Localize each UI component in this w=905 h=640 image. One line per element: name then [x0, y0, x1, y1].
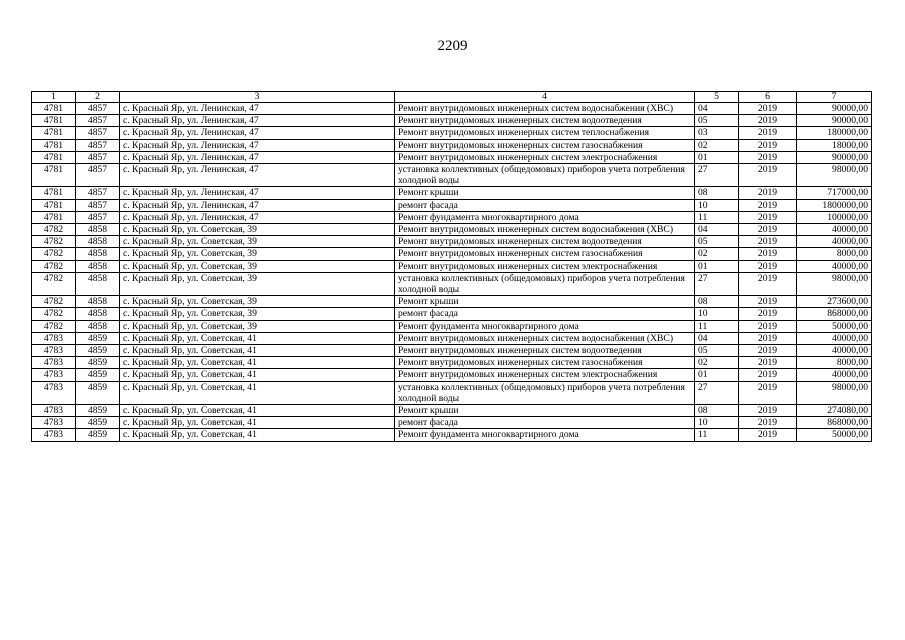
house-id-cell: 4857 — [76, 151, 120, 163]
column-header-5: 5 — [695, 92, 739, 103]
work-code-cell: 02 — [695, 248, 739, 260]
work-code-cell: 01 — [695, 260, 739, 272]
table-row — [32, 151, 872, 163]
table-row — [32, 429, 872, 441]
house-id-cell: 4857 — [76, 164, 120, 187]
house-id-cell: 4859 — [76, 369, 120, 381]
table-row — [32, 199, 872, 211]
work-code-cell: 04 — [695, 224, 739, 236]
amount-cell: 50000,00 — [797, 320, 872, 332]
amount-cell: 717000,00 — [797, 187, 872, 199]
year-cell: 2019 — [739, 211, 797, 223]
table-row — [32, 332, 872, 344]
year-cell: 2019 — [739, 381, 797, 404]
amount-cell: 40000,00 — [797, 369, 872, 381]
address-cell: с. Красный Яр, ул. Советская, 39 — [120, 224, 395, 236]
year-cell: 2019 — [739, 308, 797, 320]
address-cell: с. Красный Яр, ул. Ленинская, 47 — [120, 127, 395, 139]
amount-cell: 1800000,00 — [797, 199, 872, 211]
column-header-2: 2 — [76, 92, 120, 103]
house-id-cell: 4859 — [76, 345, 120, 357]
table-row — [32, 320, 872, 332]
amount-cell: 90000,00 — [797, 151, 872, 163]
work-code-cell: 02 — [695, 139, 739, 151]
house-id-cell: 4857 — [76, 115, 120, 127]
column-header-1: 1 — [32, 92, 76, 103]
table-row — [32, 224, 872, 236]
amount-cell: 98000,00 — [797, 381, 872, 404]
amount-cell: 868000,00 — [797, 417, 872, 429]
amount-cell: 100000,00 — [797, 211, 872, 223]
work-type-cell: установка коллективных (общедомовых) приборов учета потребления холодной воды — [395, 272, 695, 295]
table-row — [32, 369, 872, 381]
record-id-cell: 4781 — [32, 151, 76, 163]
work-type-cell: Ремонт внутридомовых инженерных систем водоотведения — [395, 115, 695, 127]
amount-cell: 40000,00 — [797, 236, 872, 248]
year-cell: 2019 — [739, 224, 797, 236]
column-header-4: 4 — [395, 92, 695, 103]
amount-cell: 868000,00 — [797, 308, 872, 320]
work-code-cell: 03 — [695, 127, 739, 139]
address-cell: с. Красный Яр, ул. Советская, 41 — [120, 381, 395, 404]
house-id-cell: 4858 — [76, 272, 120, 295]
table-row — [32, 417, 872, 429]
house-id-cell: 4859 — [76, 357, 120, 369]
amount-cell: 40000,00 — [797, 332, 872, 344]
work-type-cell: Ремонт внутридомовых инженерных систем водоотведения — [395, 345, 695, 357]
work-code-cell: 08 — [695, 405, 739, 417]
work-type-cell: Ремонт внутридомовых инженерных систем теплоснабжения — [395, 127, 695, 139]
work-type-cell: Ремонт фундамента многоквартирного дома — [395, 429, 695, 441]
work-type-cell: Ремонт крыши — [395, 405, 695, 417]
work-type-cell: Ремонт внутридомовых инженерных систем водоснабжения (ХВС) — [395, 332, 695, 344]
table-row — [32, 236, 872, 248]
record-id-cell: 4783 — [32, 369, 76, 381]
year-cell: 2019 — [739, 187, 797, 199]
house-id-cell: 4859 — [76, 405, 120, 417]
address-cell: с. Красный Яр, ул. Советская, 41 — [120, 429, 395, 441]
house-id-cell: 4857 — [76, 127, 120, 139]
house-id-cell: 4859 — [76, 381, 120, 404]
work-code-cell: 08 — [695, 187, 739, 199]
house-id-cell: 4857 — [76, 187, 120, 199]
work-type-cell: Ремонт фундамента многоквартирного дома — [395, 211, 695, 223]
year-cell: 2019 — [739, 127, 797, 139]
year-cell: 2019 — [739, 417, 797, 429]
address-cell: с. Красный Яр, ул. Советская, 41 — [120, 417, 395, 429]
house-id-cell: 4858 — [76, 320, 120, 332]
amount-cell: 273600,00 — [797, 296, 872, 308]
amount-cell: 274080,00 — [797, 405, 872, 417]
record-id-cell: 4781 — [32, 139, 76, 151]
work-code-cell: 27 — [695, 381, 739, 404]
year-cell: 2019 — [739, 103, 797, 115]
record-id-cell: 4782 — [32, 308, 76, 320]
record-id-cell: 4782 — [32, 320, 76, 332]
house-id-cell: 4857 — [76, 211, 120, 223]
address-cell: с. Красный Яр, ул. Советская, 41 — [120, 332, 395, 344]
amount-cell: 98000,00 — [797, 272, 872, 295]
address-cell: с. Красный Яр, ул. Советская, 41 — [120, 345, 395, 357]
work-code-cell: 27 — [695, 164, 739, 187]
record-id-cell: 4782 — [32, 224, 76, 236]
amount-cell: 40000,00 — [797, 345, 872, 357]
house-id-cell: 4857 — [76, 139, 120, 151]
column-header-3: 3 — [120, 92, 395, 103]
address-cell: с. Красный Яр, ул. Советская, 39 — [120, 308, 395, 320]
work-type-cell: Ремонт внутридомовых инженерных систем электроснабжения — [395, 369, 695, 381]
record-id-cell: 4783 — [32, 332, 76, 344]
year-cell: 2019 — [739, 151, 797, 163]
amount-cell: 90000,00 — [797, 103, 872, 115]
work-code-cell: 10 — [695, 199, 739, 211]
column-header-7: 7 — [797, 92, 872, 103]
table-row — [32, 211, 872, 223]
amount-cell: 98000,00 — [797, 164, 872, 187]
address-cell: с. Красный Яр, ул. Советская, 41 — [120, 369, 395, 381]
year-cell: 2019 — [739, 164, 797, 187]
page-number: 2209 — [437, 38, 468, 54]
repair-registry-table — [31, 91, 872, 442]
address-cell: с. Красный Яр, ул. Советская, 39 — [120, 320, 395, 332]
work-type-cell: Ремонт внутридомовых инженерных систем водоотведения — [395, 236, 695, 248]
amount-cell: 180000,00 — [797, 127, 872, 139]
table-row — [32, 139, 872, 151]
record-id-cell: 4782 — [32, 272, 76, 295]
record-id-cell: 4782 — [32, 248, 76, 260]
house-id-cell: 4857 — [76, 103, 120, 115]
work-code-cell: 05 — [695, 115, 739, 127]
record-id-cell: 4781 — [32, 127, 76, 139]
year-cell: 2019 — [739, 272, 797, 295]
record-id-cell: 4781 — [32, 211, 76, 223]
address-cell: с. Красный Яр, ул. Советская, 39 — [120, 236, 395, 248]
work-type-cell: Ремонт внутридомовых инженерных систем водоснабжения (ХВС) — [395, 103, 695, 115]
table-row — [32, 357, 872, 369]
year-cell: 2019 — [739, 357, 797, 369]
year-cell: 2019 — [739, 199, 797, 211]
address-cell: с. Красный Яр, ул. Ленинская, 47 — [120, 115, 395, 127]
work-type-cell: ремонт фасада — [395, 199, 695, 211]
table-row — [32, 405, 872, 417]
address-cell: с. Красный Яр, ул. Советская, 39 — [120, 260, 395, 272]
record-id-cell: 4781 — [32, 164, 76, 187]
record-id-cell: 4782 — [32, 296, 76, 308]
house-id-cell: 4859 — [76, 332, 120, 344]
house-id-cell: 4858 — [76, 236, 120, 248]
table-row — [32, 381, 872, 404]
year-cell: 2019 — [739, 320, 797, 332]
address-cell: с. Красный Яр, ул. Ленинская, 47 — [120, 139, 395, 151]
house-id-cell: 4858 — [76, 260, 120, 272]
house-id-cell: 4858 — [76, 308, 120, 320]
year-cell: 2019 — [739, 429, 797, 441]
address-cell: с. Красный Яр, ул. Советская, 41 — [120, 405, 395, 417]
amount-cell: 90000,00 — [797, 115, 872, 127]
address-cell: с. Красный Яр, ул. Советская, 39 — [120, 272, 395, 295]
house-id-cell: 4859 — [76, 429, 120, 441]
work-code-cell: 05 — [695, 236, 739, 248]
table-row — [32, 296, 872, 308]
record-id-cell: 4783 — [32, 381, 76, 404]
address-cell: с. Красный Яр, ул. Ленинская, 47 — [120, 187, 395, 199]
table-row — [32, 308, 872, 320]
work-type-cell: Ремонт фундамента многоквартирного дома — [395, 320, 695, 332]
work-type-cell: установка коллективных (общедомовых) приборов учета потребления холодной воды — [395, 381, 695, 404]
house-id-cell: 4858 — [76, 248, 120, 260]
work-code-cell: 02 — [695, 357, 739, 369]
work-type-cell: Ремонт внутридомовых инженерных систем водоснабжения (ХВС) — [395, 224, 695, 236]
work-type-cell: установка коллективных (общедомовых) приборов учета потребления холодной воды — [395, 164, 695, 187]
work-code-cell: 10 — [695, 417, 739, 429]
address-cell: с. Красный Яр, ул. Ленинская, 47 — [120, 164, 395, 187]
table-row — [32, 187, 872, 199]
amount-cell: 8000,00 — [797, 357, 872, 369]
address-cell: с. Красный Яр, ул. Советская, 39 — [120, 248, 395, 260]
table-row — [32, 272, 872, 295]
work-code-cell: 08 — [695, 296, 739, 308]
house-id-cell: 4859 — [76, 417, 120, 429]
record-id-cell: 4781 — [32, 187, 76, 199]
amount-cell: 18000,00 — [797, 139, 872, 151]
work-type-cell: Ремонт внутридомовых инженерных систем электроснабжения — [395, 151, 695, 163]
table-row — [32, 115, 872, 127]
header-row — [32, 92, 872, 103]
amount-cell: 40000,00 — [797, 224, 872, 236]
record-id-cell: 4783 — [32, 417, 76, 429]
work-type-cell: ремонт фасада — [395, 308, 695, 320]
house-id-cell: 4858 — [76, 224, 120, 236]
year-cell: 2019 — [739, 236, 797, 248]
record-id-cell: 4783 — [32, 345, 76, 357]
table-row — [32, 103, 872, 115]
work-code-cell: 01 — [695, 151, 739, 163]
work-type-cell: Ремонт внутридомовых инженерных систем газоснабжения — [395, 139, 695, 151]
year-cell: 2019 — [739, 369, 797, 381]
work-code-cell: 27 — [695, 272, 739, 295]
year-cell: 2019 — [739, 345, 797, 357]
table-header — [32, 92, 872, 103]
work-type-cell: Ремонт внутридомовых инженерных систем газоснабжения — [395, 248, 695, 260]
work-code-cell: 01 — [695, 369, 739, 381]
table-row — [32, 345, 872, 357]
work-type-cell: Ремонт внутридомовых инженерных систем газоснабжения — [395, 357, 695, 369]
record-id-cell: 4783 — [32, 357, 76, 369]
table-row — [32, 127, 872, 139]
work-type-cell: Ремонт внутридомовых инженерных систем электроснабжения — [395, 260, 695, 272]
record-id-cell: 4782 — [32, 260, 76, 272]
work-code-cell: 04 — [695, 332, 739, 344]
work-code-cell: 10 — [695, 308, 739, 320]
work-type-cell: ремонт фасада — [395, 417, 695, 429]
year-cell: 2019 — [739, 296, 797, 308]
work-type-cell: Ремонт крыши — [395, 296, 695, 308]
record-id-cell: 4783 — [32, 429, 76, 441]
record-id-cell: 4783 — [32, 405, 76, 417]
work-code-cell: 11 — [695, 429, 739, 441]
amount-cell: 40000,00 — [797, 260, 872, 272]
table-body — [32, 103, 872, 442]
year-cell: 2019 — [739, 260, 797, 272]
record-id-cell: 4781 — [32, 199, 76, 211]
work-code-cell: 04 — [695, 103, 739, 115]
year-cell: 2019 — [739, 332, 797, 344]
work-code-cell: 11 — [695, 320, 739, 332]
address-cell: с. Красный Яр, ул. Ленинская, 47 — [120, 199, 395, 211]
year-cell: 2019 — [739, 115, 797, 127]
house-id-cell: 4857 — [76, 199, 120, 211]
address-cell: с. Красный Яр, ул. Советская, 41 — [120, 357, 395, 369]
record-id-cell: 4781 — [32, 115, 76, 127]
work-type-cell: Ремонт крыши — [395, 187, 695, 199]
address-cell: с. Красный Яр, ул. Ленинская, 47 — [120, 103, 395, 115]
year-cell: 2019 — [739, 405, 797, 417]
record-id-cell: 4782 — [32, 236, 76, 248]
year-cell: 2019 — [739, 139, 797, 151]
column-header-6: 6 — [739, 92, 797, 103]
table-row — [32, 248, 872, 260]
address-cell: с. Красный Яр, ул. Советская, 39 — [120, 296, 395, 308]
year-cell: 2019 — [739, 248, 797, 260]
address-cell: с. Красный Яр, ул. Ленинская, 47 — [120, 211, 395, 223]
amount-cell: 50000,00 — [797, 429, 872, 441]
work-code-cell: 11 — [695, 211, 739, 223]
record-id-cell: 4781 — [32, 103, 76, 115]
address-cell: с. Красный Яр, ул. Ленинская, 47 — [120, 151, 395, 163]
table-row — [32, 164, 872, 187]
table-row — [32, 260, 872, 272]
house-id-cell: 4858 — [76, 296, 120, 308]
work-code-cell: 05 — [695, 345, 739, 357]
amount-cell: 8000,00 — [797, 248, 872, 260]
